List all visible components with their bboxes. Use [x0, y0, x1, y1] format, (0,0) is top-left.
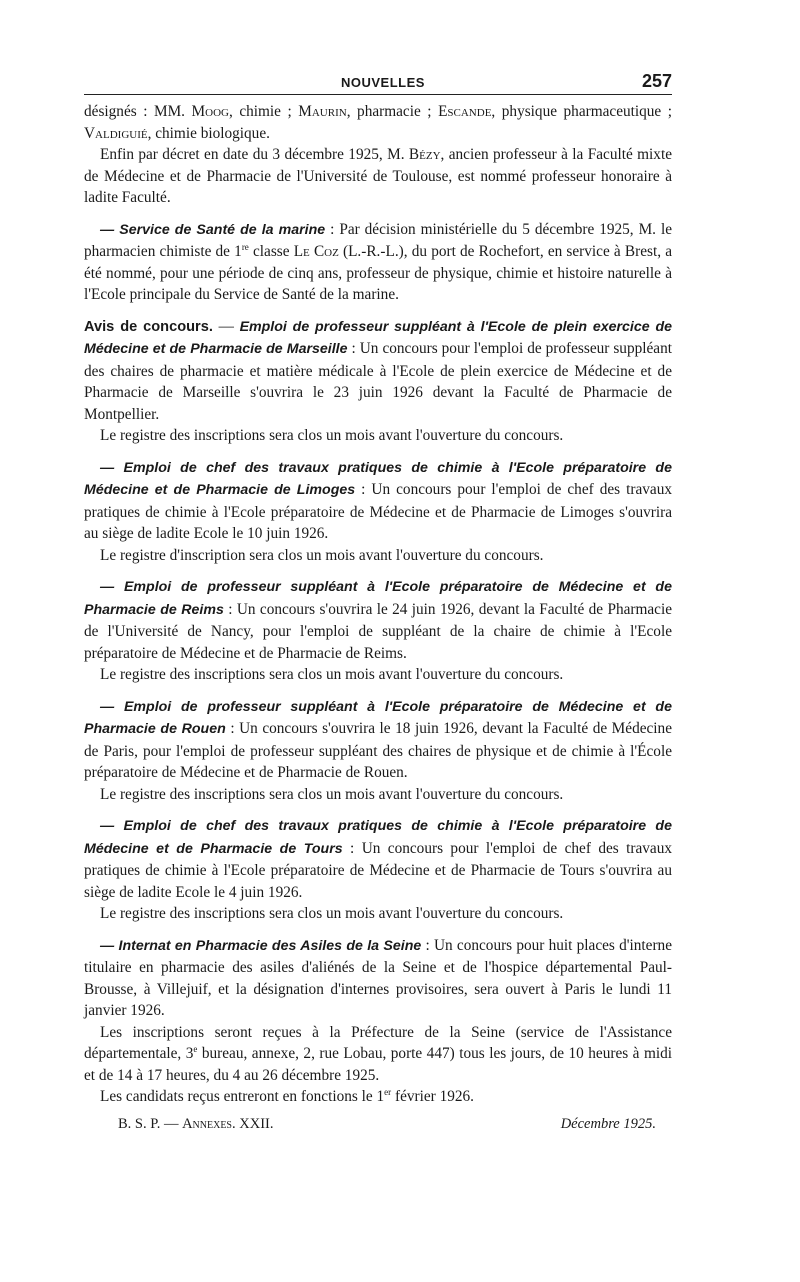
registre-note: Le registre des inscriptions sera clos un mois avant l'ouverture du concours.: [100, 785, 564, 803]
running-header: [84, 66, 672, 95]
reims-paragraph: — Emploi de professeur suppléant à l'Ecole préparatoire de Médecine et de Pharmacie de Reims : Un concours s'ouvrira le 24 juin 1926, devant la Faculté de Pharmacie de l'Université de Nancy, pour l'emploi de suppléant de la chaire de chimie à l'Ecole préparatoire de Médecine et de Pharmacie de Reims.: [84, 579, 672, 662]
marseille-paragraph: Avis de concours. — Emploi de professeur suppléant à l'Ecole de plein exercice de Médecine et de Pharmacie de Marseille : Un concours pour l'emploi de professeur suppléant des chaires de pharmacie et matière médicale à l'Ecole de plein exercice de Médecine et de Pharmacie de Marseille s'ouvrira le 23 juin 1926 devant la Faculté de Pharmacie de Montpellier.: [84, 317, 673, 423]
page-footer: [84, 1116, 672, 1133]
section-heading: — Service de Santé de la marine: [100, 221, 326, 238]
limoges-paragraph: — Emploi de chef des travaux pratiques de chimie à l'Ecole préparatoire de Médecine et de Pharmacie de Limoges : Un concours pour l'emploi de chef des travaux pratiques de chimie à l'Ecole préparatoire de Médecine et de Pharmacie de Limoges s'ouvrira au siège de ladite Ecole le 10 juin 1926.: [84, 459, 672, 542]
person-name: Le Coz: [293, 243, 339, 260]
person-name: Maurin: [298, 103, 347, 120]
sante-paragraph: — Service de Santé de la marine : Par décision ministérielle du 5 décembre 1925, M. le pharmacien chimiste de 1re classe Le Coz (L.-R.-L.), du port de Rochefort, en service à Brest, a été nommé, pour une période de cinq ans, professeur de physique, chimie et histoire naturelle à l'Ecole principale du Service de Santé de la marine.: [84, 220, 672, 303]
internat-section: [84, 935, 672, 1108]
footer-date: Décembre 1925.: [560, 1115, 656, 1132]
section-heading: — Emploi de chef des travaux pratiques de chimie à l'Ecole préparatoire de Médecine et de Pharmacie de Tours: [84, 818, 672, 857]
avis-heading: Avis de concours.: [84, 318, 213, 335]
section-heading: — Emploi de professeur suppléant à l'Ecole préparatoire de Médecine et de Pharmacie de Rouen: [84, 698, 672, 737]
intro-paragraph: désignés : MM. Moog, chimie ; Maurin, pharmacie ; Escande, physique pharmaceutique ; Valdiguié, chimie biologique.: [84, 103, 672, 142]
person-name: Bézy: [408, 146, 441, 163]
tours-section: [84, 815, 672, 925]
page: [84, 66, 672, 1133]
internat-paragraph: — Internat en Pharmacie des Asiles de la Seine : Un concours pour huit places d'interne titulaire en pharmacie des asiles d'aliénés de la Seine et de l'hospice départemental Paul-Brousse, à Villejuif, et la désignation d'internes provisoires, sera ouvert à Paris le lundi 11 janvier 1926.: [84, 936, 672, 1019]
rouen-paragraph: — Emploi de professeur suppléant à l'Ecole préparatoire de Médecine et de Pharmacie de Rouen : Un concours s'ouvrira le 18 juin 1926, devant la Faculté de Médecine de Paris, pour l'emploi de professeur suppléant des chaires de physique et de chimie à l'École préparatoire de Médecine et de Pharmacie de Rouen.: [84, 698, 672, 781]
registre-note: Le registre des inscriptions sera clos un mois avant l'ouverture du concours.: [100, 427, 564, 444]
registre-note: Le registre des inscriptions sera clos un mois avant l'ouverture du concours.: [100, 905, 564, 922]
rouen-section: [84, 696, 672, 806]
footer-source: B. S. P. — Annexes. XXII.: [118, 1115, 274, 1132]
intro-section: [84, 101, 672, 209]
section-heading: — Emploi de professeur suppléant à l'Ecole préparatoire de Médecine et de Pharmacie de Reims: [84, 579, 672, 618]
running-title: NOUVELLES: [340, 75, 425, 90]
person-name: Valdiguié: [84, 124, 148, 142]
inscriptions-paragraph: Les inscriptions seront reçues à la Préfecture de la Seine (service de l'Assistance départementale, 3e bureau, annexe, 2, rue Lobau, porte 447) tous les jours, de 10 heures à midi et de 14 à 17 heures, du 4 au 26 décembre 1925.: [84, 1023, 672, 1084]
reims-section: [84, 576, 672, 686]
marseille-section: [84, 316, 672, 447]
page-number: 257: [641, 71, 672, 91]
registre-note: Le registre d'inscription sera clos un mois avant l'ouverture du concours.: [100, 546, 544, 564]
sante-marine-section: [84, 219, 672, 306]
registre-note: Le registre des inscriptions sera clos un mois avant l'ouverture du concours.: [100, 666, 564, 683]
person-name: Escande: [438, 103, 492, 120]
limoges-section: [84, 457, 672, 567]
section-heading: — Emploi de chef des travaux pratiques de chimie à l'Ecole préparatoire de Médecine et de Pharmacie de Limoges: [84, 459, 672, 498]
person-name: Moog: [191, 103, 229, 120]
section-heading: — Internat en Pharmacie des Asiles de la Seine: [100, 937, 422, 954]
section-heading: Emploi de professeur suppléant à l'Ecole de plein exercice de Médecine et de Pharmacie de Marseille: [84, 318, 673, 357]
tours-paragraph: — Emploi de chef des travaux pratiques de chimie à l'Ecole préparatoire de Médecine et de Pharmacie de Tours : Un concours pour l'emploi de chef des travaux pratiques de chimie à l'Ecole préparatoire de Médecine et de Pharmacie de Tours s'ouvrira au siège de ladite Ecole le 4 juin 1926.: [84, 818, 672, 901]
decree-paragraph: Enfin par décret en date du 3 décembre 1925, M. Bézy, ancien professeur à la Faculté mixte de Médecine et de Pharmacie de l'Université de Toulouse, est nommé professeur honoraire à ladite Faculté.: [84, 146, 672, 206]
candidats-paragraph: Les candidats reçus entreront en fonctions le 1er février 1926.: [100, 1086, 474, 1105]
